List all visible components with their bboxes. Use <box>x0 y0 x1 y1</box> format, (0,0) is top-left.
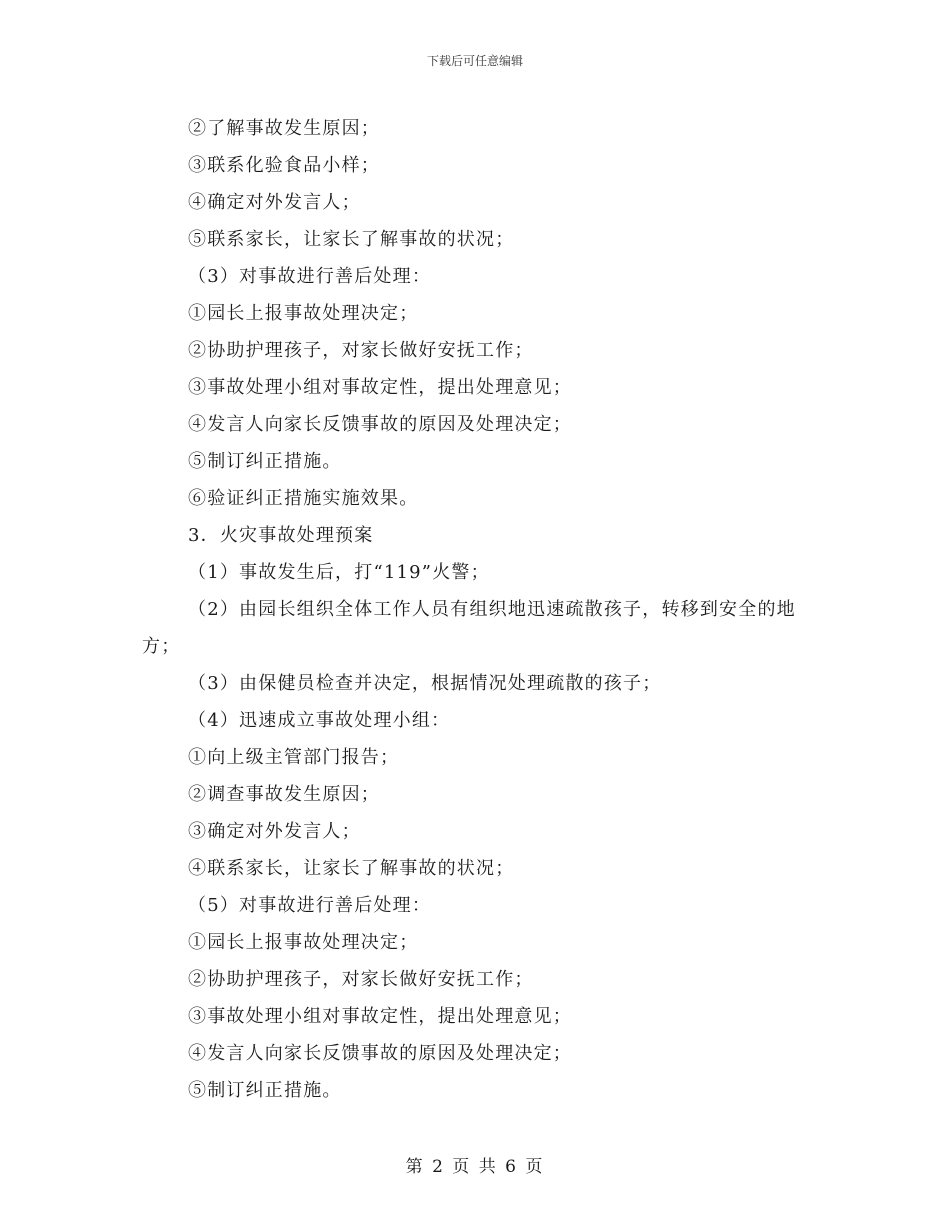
section-heading: （5）对事故进行善后处理： <box>188 895 432 916</box>
paragraph: ①向上级主管部门报告； <box>188 747 400 768</box>
paragraph: ④发言人向家长反馈事故的原因及处理决定； <box>188 414 572 435</box>
paragraph: ②协助护理孩子，对家长做好安抚工作； <box>188 340 534 361</box>
page-header: 下载后可任意编辑 <box>426 54 523 68</box>
page-number-footer: 第 2 页 共 6 页 <box>405 1157 545 1177</box>
section-heading: （3）对事故进行善后处理： <box>188 266 432 287</box>
paragraph: ④确定对外发言人； <box>188 192 361 213</box>
section-heading: （4）迅速成立事故处理小组： <box>188 710 451 731</box>
paragraph: ④联系家长，让家长了解事故的状况； <box>188 858 515 879</box>
document-body <box>142 110 822 1109</box>
section-heading: （3）由保健员检查并决定，根据情况处理疏散的孩子； <box>188 673 662 694</box>
section-heading: （1）事故发生后，打“119”火警； <box>188 562 490 583</box>
paragraph: ①园长上报事故处理决定； <box>188 303 419 324</box>
paragraph: ③事故处理小组对事故定性，提出处理意见； <box>188 377 572 398</box>
paragraph: ①园长上报事故处理决定； <box>188 932 419 953</box>
paragraph: ②协助护理孩子，对家长做好安抚工作； <box>188 969 534 990</box>
section-title: 3．火灾事故处理预案 <box>188 525 374 546</box>
paragraph: ⑤制订纠正措施。 <box>188 1080 342 1101</box>
paragraph: ⑤制订纠正措施。 <box>188 451 342 472</box>
paragraph: ⑥验证纠正措施实施效果。 <box>188 488 419 509</box>
paragraph: ④发言人向家长反馈事故的原因及处理决定； <box>188 1043 572 1064</box>
paragraph: ③确定对外发言人； <box>188 821 361 842</box>
paragraph: ③联系化验食品小样； <box>188 155 380 176</box>
paragraph: ②了解事故发生原因； <box>188 118 380 139</box>
paragraph: ⑤联系家长，让家长了解事故的状况； <box>188 229 515 250</box>
paragraph: ③事故处理小组对事故定性，提出处理意见； <box>188 1006 572 1027</box>
section-heading: （2）由园长组织全体工作人员有组织地迅速疏散孩子，转移到安全的地方； <box>142 599 796 657</box>
paragraph: ②调查事故发生原因； <box>188 784 380 805</box>
